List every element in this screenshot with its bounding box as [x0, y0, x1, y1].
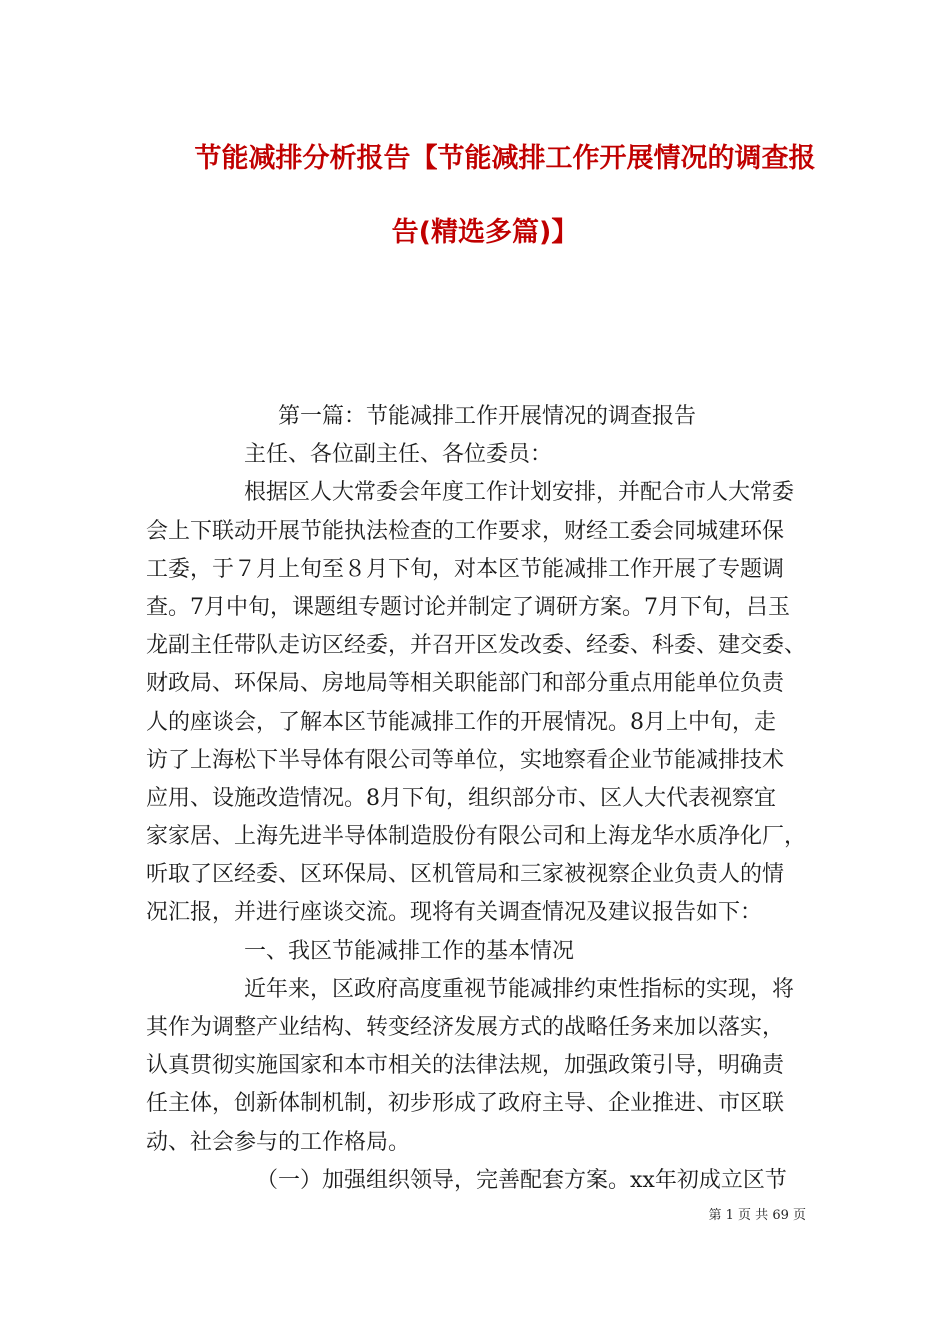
paragraph-line: 根据区人大常委会年度工作计划安排，并配合市人大常委 [244, 480, 795, 506]
paragraph-line: 查。7月中旬，课题组专题讨论并制定了调研方案。7月下旬，吕玉 [146, 594, 790, 620]
paragraph-line: 龙副主任带队走访区经委，并召开区发改委、经委、科委、建交委、 [146, 633, 807, 659]
title-line-2: 告(精选多篇)】 [391, 217, 579, 248]
salutation: 主任、各位副主任、各位委员： [244, 442, 553, 468]
paragraph-line: 其作为调整产业结构、转变经济发展方式的战略任务来加以落实， [146, 1015, 785, 1040]
paragraph-line: 会上下联动开展节能执法检查的工作要求，财经工委会同城建环保 [146, 518, 785, 544]
subsection-heading: 一、我区节能减排工作的基本情况 [244, 938, 575, 964]
paragraph-line: 况汇报，并进行座谈交流。现将有关调查情况及建议报告如下： [146, 900, 763, 926]
paragraph-line: 应用、设施改造情况。8月下旬，组织部分市、区人大代表视察宜 [146, 785, 776, 811]
paragraph-line: 动、社会参与的工作格局。 [146, 1129, 411, 1155]
paragraph-line: 任主体，创新体制机制，初步形成了政府主导、企业推进、市区联 [146, 1091, 785, 1117]
paragraph-line: 听取了区经委、区环保局、区机管局和三家被视察企业负责人的情 [146, 862, 785, 888]
title-line-1: 节能减排分析报告【节能减排工作开展情况的调查报 [194, 143, 816, 174]
paragraph-line: 财政局、环保局、房地局等相关职能部门和部分重点用能单位负责 [146, 671, 785, 697]
paragraph-line: 认真贯彻实施国家和本市相关的法律法规，加强政策引导，明确责 [146, 1053, 785, 1079]
paragraph-line: 人的座谈会，了解本区节能减排工作的开展情况。8月上中旬，走 [146, 709, 776, 735]
page-number: 第 1 页 共 69 页 [708, 1208, 806, 1223]
paragraph-line: （一）加强组织领导，完善配套方案。xx年初成立区节 [256, 1167, 787, 1193]
paragraph-line: 访了上海松下半导体有限公司等单位，实地察看企业节能减排技术 [146, 747, 785, 773]
document-body [146, 398, 808, 1200]
section-heading: 第一篇：节能减排工作开展情况的调查报告 [278, 404, 697, 429]
paragraph-line: 家家居、上海先进半导体制造股份有限公司和上海龙华水质净化厂， [146, 824, 807, 850]
paragraph-line: 近年来，区政府高度重视节能减排约束性指标的实现，将 [244, 976, 795, 1002]
paragraph-line: 工委，于７月上旬至８月下旬，对本区节能减排工作开展了专题调 [146, 556, 785, 582]
